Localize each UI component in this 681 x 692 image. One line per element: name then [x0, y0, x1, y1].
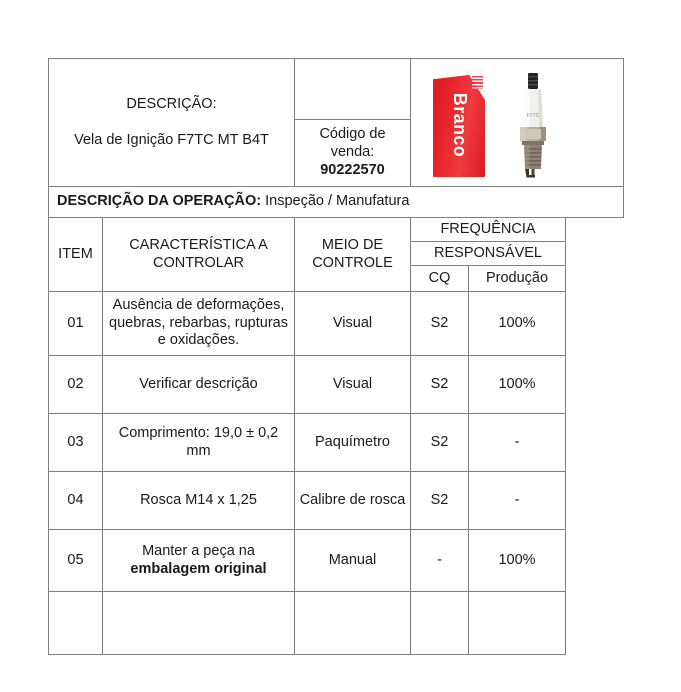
cell-characteristic-emphasis: embalagem original: [130, 560, 267, 577]
table-row: [49, 292, 624, 356]
cell-cq: S2: [411, 414, 469, 472]
header-responsible: RESPONSÁVEL: [411, 242, 566, 266]
cell-item: 01: [49, 292, 103, 356]
inspection-table: [48, 58, 624, 655]
header-item: ITEM: [49, 218, 103, 292]
cell-control-means: Manual: [295, 530, 411, 592]
header-cq: CQ: [411, 266, 469, 292]
cell-characteristic: Ausência de deformações, quebras, rebarbas, rupturas e oxidações.: [103, 292, 295, 356]
table-row: [49, 530, 624, 592]
branco-package-icon: [433, 73, 485, 177]
cell-cq: S2: [411, 472, 469, 530]
cell-item: 03: [49, 414, 103, 472]
header-frequency: FREQUÊNCIA: [411, 218, 566, 242]
operation-row: [49, 187, 624, 218]
header-control-means: MEIO DE CONTROLE: [295, 218, 411, 292]
spark-plug-icon: [511, 69, 555, 181]
table-row: [49, 356, 624, 414]
product-image-cell: [411, 59, 624, 187]
operation-value: Inspeção / Manufatura: [265, 193, 410, 210]
cell-control-means: [295, 592, 411, 655]
cell-production: 100%: [469, 530, 566, 592]
cell-cq: S2: [411, 292, 469, 356]
cell-characteristic: [103, 530, 295, 592]
sale-code-blank-cell: [295, 59, 411, 120]
cell-characteristic: Verificar descrição: [103, 356, 295, 414]
product-image-stage: [415, 61, 619, 184]
cell-control-means: Visual: [295, 292, 411, 356]
cell-production: -: [469, 414, 566, 472]
cell-control-means: Visual: [295, 356, 411, 414]
cell-control-means: Calibre de rosca: [295, 472, 411, 530]
cell-production: 100%: [469, 356, 566, 414]
cell-item: 02: [49, 356, 103, 414]
cell-item: 04: [49, 472, 103, 530]
inspection-sheet: [48, 58, 623, 620]
cell-characteristic: [103, 592, 295, 655]
cell-item: [49, 592, 103, 655]
description-value: Vela de Ignição F7TC MT B4T: [74, 131, 269, 148]
cell-control-means: Paquímetro: [295, 414, 411, 472]
svg-text:F7TC: F7TC: [526, 113, 540, 119]
cell-cq: S2: [411, 356, 469, 414]
cell-production: 100%: [469, 292, 566, 356]
header-row-top: [49, 59, 624, 120]
header-production: Produção: [469, 266, 566, 292]
package-barcode-mark: [472, 76, 483, 89]
cell-characteristic: Comprimento: 19,0 ± 0,2 mm: [103, 414, 295, 472]
description-cell: [49, 59, 295, 187]
sale-code-label: Código de venda:: [319, 126, 386, 161]
cell-characteristic-text: Manter a peça na: [142, 542, 255, 559]
table-row: [49, 414, 624, 472]
cell-cq: -: [411, 530, 469, 592]
description-label: DESCRIÇÃO:: [126, 95, 217, 112]
column-header-row-1: [49, 218, 624, 242]
cell-item: 05: [49, 530, 103, 592]
package-brand-text: Branco: [449, 92, 470, 158]
sale-code-value: 90222570: [320, 161, 385, 178]
table-row: [49, 472, 624, 530]
cell-production: [469, 592, 566, 655]
operation-cell: [49, 187, 624, 218]
header-characteristic: CARACTERÍSTICA A CONTROLAR: [103, 218, 295, 292]
table-row: [49, 592, 624, 655]
sale-code-cell: [295, 120, 411, 187]
operation-label: DESCRIÇÃO DA OPERAÇÃO:: [57, 193, 262, 210]
cell-characteristic: Rosca M14 x 1,25: [103, 472, 295, 530]
cell-production: -: [469, 472, 566, 530]
cell-cq: [411, 592, 469, 655]
